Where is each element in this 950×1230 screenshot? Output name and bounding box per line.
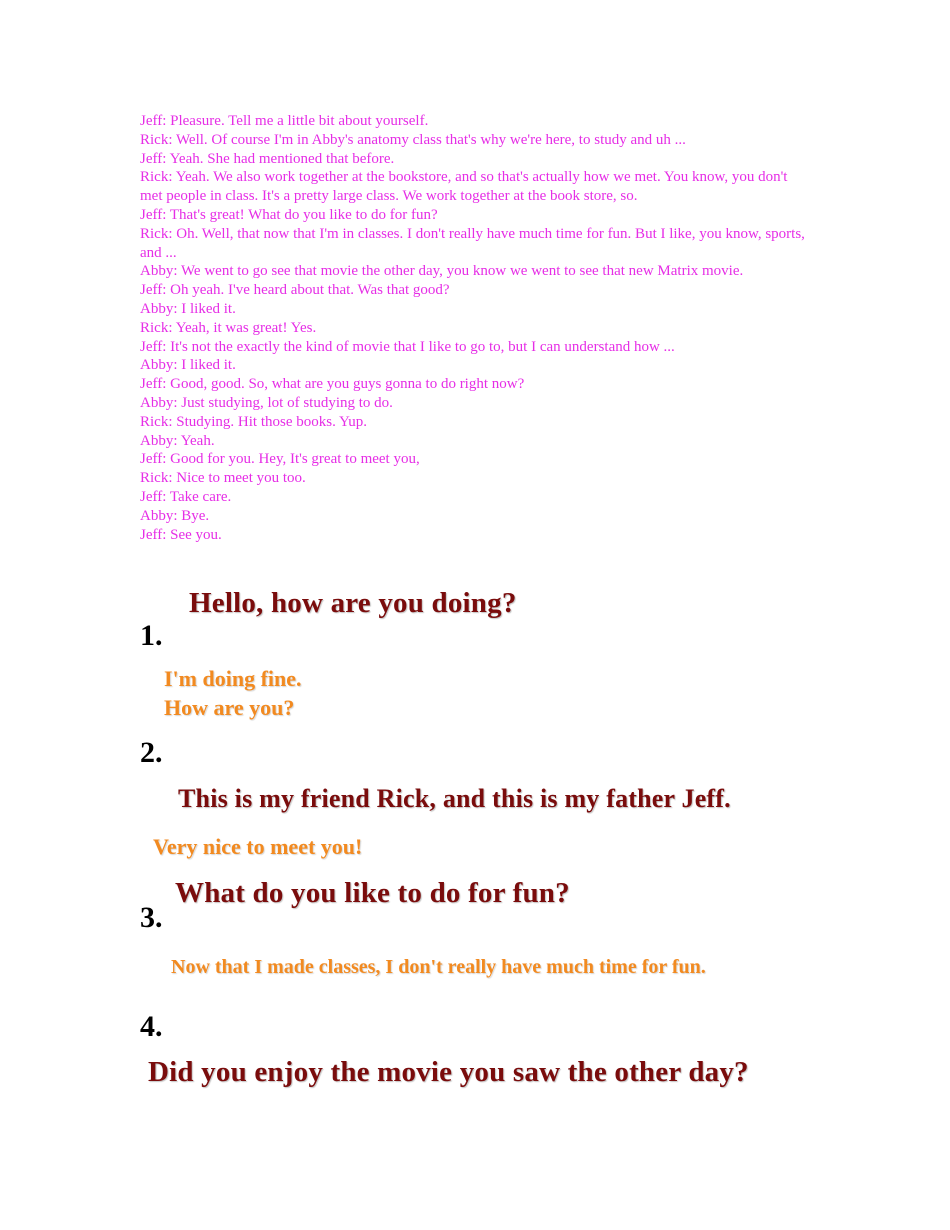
transcript-line: Jeff: See you.	[140, 526, 222, 543]
question-3: What do you like to do for fun?	[175, 877, 570, 909]
exercise-number-1: 1.	[140, 619, 163, 652]
transcript-line: Jeff: Pleasure. Tell me a little bit about yourself.	[140, 113, 429, 129]
answer-3: Now that I made classes, I don't really have much time for fun.	[171, 956, 706, 978]
transcript-line: Rick: Yeah, it was great! Yes.	[140, 319, 317, 336]
answer-1-line-2: How are you?	[164, 695, 295, 720]
transcript-line: Jeff: Take care.	[140, 488, 232, 505]
answer-2: Very nice to meet you!	[153, 834, 363, 859]
question-1: Hello, how are you doing?	[189, 587, 517, 619]
transcript-line: Jeff: Good for you. Hey, It's great to meet you,	[140, 451, 420, 468]
transcript-line: Jeff: Oh yeah. I've heard about that. Was that good?	[140, 282, 450, 299]
transcript-line: Rick: Nice to meet you too.	[140, 470, 306, 487]
exercise-number-3: 3.	[140, 901, 163, 934]
transcript-line: Rick: Well. Of course I'm in Abby's anatomy class that's why we're here, to study and uh ...	[140, 131, 686, 148]
exercise-number-4: 4.	[140, 1010, 163, 1043]
transcript-line: Rick: Oh. Well, that now that I'm in classes. I don't really have much time for fun. But I like, you know, sports, and ...	[140, 225, 805, 261]
question-2: This is my friend Rick, and this is my father Jeff.	[178, 784, 731, 813]
transcript-line: Jeff: Good, good. So, what are you guys gonna to do right now?	[140, 376, 525, 393]
transcript-line: Rick: Yeah. We also work together at the bookstore, and so that's actually how we met. You know, you don't met people in class. It's a pretty large class. We work together at the book store, so.	[140, 169, 788, 205]
transcript-line: Abby: We went to go see that movie the other day, you know we went to see that new Matrix movie.	[140, 263, 744, 280]
dialogue-transcript	[140, 112, 805, 544]
transcript-line: Abby: Yeah.	[140, 432, 215, 449]
exercise-number-2: 2.	[140, 736, 163, 769]
transcript-line: Jeff: That's great! What do you like to do for fun?	[140, 206, 438, 223]
transcript-line: Jeff: Yeah. She had mentioned that before.	[140, 150, 395, 167]
question-4: Did you enjoy the movie you saw the other day?	[148, 1056, 749, 1088]
answer-1-line-1: I'm doing fine.	[164, 666, 302, 691]
transcript-line: Jeff: It's not the exactly the kind of movie that I like to go to, but I can understand how ...	[140, 338, 675, 355]
transcript-line: Abby: I liked it.	[140, 300, 236, 317]
transcript-line: Abby: Bye.	[140, 507, 210, 524]
transcript-line: Abby: Just studying, lot of studying to do.	[140, 394, 393, 411]
transcript-line: Abby: I liked it.	[140, 357, 236, 374]
transcript-line: Rick: Studying. Hit those books. Yup.	[140, 413, 367, 430]
